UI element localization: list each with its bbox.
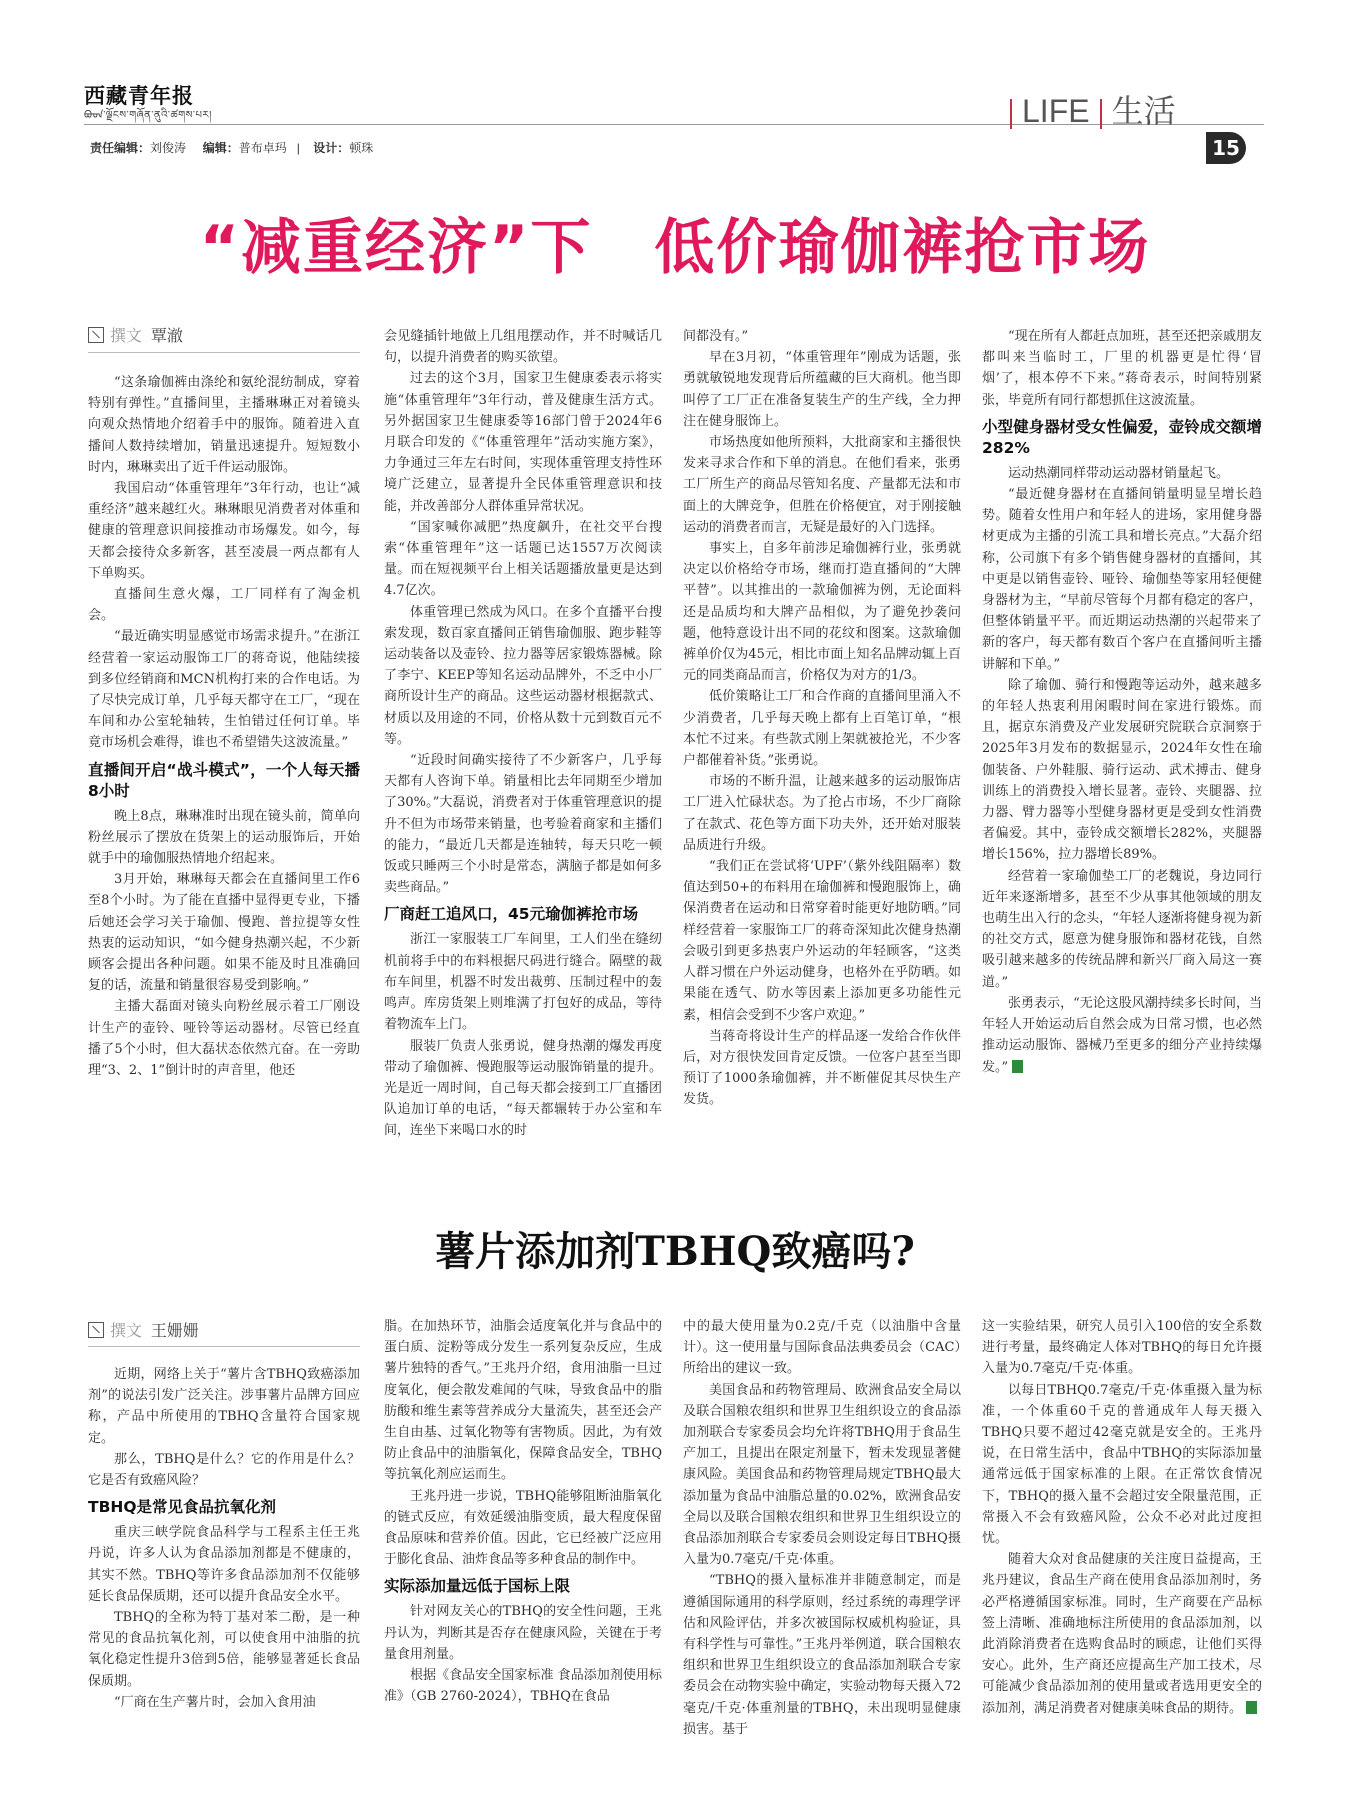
end-mark-icon (1012, 1060, 1023, 1073)
paragraph: 近期，网络上关于“薯片含TBHQ致癌添加剂”的说法引发广泛关注。涉事薯片品牌方回应称，产品中所使用的TBHQ含量符合国家规定。 (88, 1367, 360, 1446)
paragraph: 根据《食品安全国家标准 食品添加剂使用标准》（GB 2760-2024），TBHQ在食品 (384, 1668, 662, 1705)
paragraph: 脂。在加热环节，油脂会适度氧化并与食品中的蛋白质、淀粉等成分发生一系列复杂反应，生成薯片独特的香气。”王兆丹介绍，食用油脂一旦过度氧化，便会散发难闻的气味，导致食品中的脂肪酸和维生素等营养成分大量流失，甚至还会产生自由基、过氧化物等有害物质。因此，为有效防止食品中的油脂氧化，保障食品安全，TBHQ等抗氧化剂应运而生。 (384, 1319, 662, 1483)
subheading: 厂商赶工追风口，45元瑜伽裤抢市场 (384, 905, 639, 924)
paragraph: 间都没有。” (683, 329, 749, 344)
paragraph: “厂商在生产薯片时，会加入食用油 (114, 1694, 316, 1710)
article2-byline: 撰文 王姗姗 (88, 1318, 199, 1341)
article2-headline: 薯片添加剂TBHQ致癌吗? (435, 1228, 915, 1275)
paragraph: 美国食品和药物管理局、欧洲食品安全局以及联合国粮农组织和世界卫生组织设立的食品添加剂联合专家委员会均允许将TBHQ用于食品生产加工，且提出在限定剂量下，暂未发现显著健康风险。美国食品和药物管理局规定TBHQ最大添加量为食品中油脂总量的0.02%，欧洲食品安全局以及联合国粮农组织和世界卫生组织设立的食品添加剂联合专家委员会则设定每日TBHQ摄入量为0.7毫克/千克·体重。 (683, 1382, 961, 1568)
article1-byline: 撰文 覃澈 (88, 323, 183, 346)
paragraph: 晚上8点，琳琳准时出现在镜头前，简单向粉丝展示了摆放在货架上的运动服饰后，开始就手中的瑜伽服热情地介绍起来。 (88, 808, 360, 867)
article2-byline-rule (88, 1346, 360, 1347)
pen-icon (88, 327, 104, 343)
paragraph: 3月开始，琳琳每天都会在直播间里工作6至8个小时。为了能在直播中显得更专业，下播后她还会学习关于瑜伽、慢跑、普拉提等女性热衷的运动知识，“如今健身热潮兴起，不少新顾客会提出各种问题。如果不能及时且准确回复的话，流量和销量很容易受到影响。” (88, 872, 360, 994)
end-mark-icon (1246, 1701, 1257, 1714)
masthead-subtitle: ᠪᠣᠳ་ལྗོངས་གཞོན་ནུའི་ཚགས་པར། (84, 110, 212, 121)
paragraph: TBHQ的全称为特丁基对苯二酚，是一种常见的食品抗氧化剂，可以使食用中油脂的抗氧化稳定性提升3倍到5倍，能够显著延长食品保质期。 (88, 1610, 360, 1689)
paragraph: 浙江一家服装工厂车间里，工人们坐在缝纫机前将手中的布料根据尺码进行缝合。隔壁的裁布车间里，机器不时发出裁剪、压制过程中的轰鸣声。库房货架上则堆满了打包好的成品，等待着物流车上门。 (384, 932, 662, 1033)
paragraph: “现在所有人都赶点加班，甚至还把亲戚朋友都叫来当临时工，厂里的机器更是忙得‘冒烟’了，根本停不下来。”蒋奇表示，时间特别紧张，毕竟所有同行都想抓住这波流量。 (982, 329, 1262, 408)
section-label: LIFE 生活 (1000, 86, 1176, 132)
paragraph: 经营着一家瑜伽垫工厂的老魏说，身边同行近年来逐渐增多，甚至不少从事其他领域的朋友也萌生出入行的念头，“年轻人逐渐将健身视为新的社交方式，愿意为健身服饰和器材花钱，自然吸引越来越多的传统品牌和新兴厂商入局这一赛道。” (982, 868, 1262, 990)
paragraph: 运动热潮同样带动运动器材销量起飞。 (1008, 465, 1230, 481)
pen-icon (88, 1322, 104, 1338)
paragraph: 服装厂负责人张勇说，健身热潮的爆发再度带动了瑜伽裤、慢跑服等运动服饰销量的提升。光是近一周时间，自己每天都会接到工厂直播团队追加订单的电话，“每天都辗转于办公室和车间，连坐下来喝口水的时 (384, 1038, 662, 1139)
subheading: 小型健身器材受女性偏爱，壶铃成交额增282% (982, 417, 1262, 457)
paragraph: 事实上，自多年前涉足瑜伽裤行业，张勇就决定以价格给夺市场，继而打造直播间的“大牌平替”。以其推出的一款瑜伽裤为例，无论面料还是品质均和大牌产品相似，为了避免抄袭问题，他特意设计出不同的花纹和图案。这款瑜伽裤单价仅为45元，相比市面上知名品牌动辄上百元的同类商品而言，价格仅为对方的1/3。 (683, 541, 961, 684)
paragraph: “最近确实明显感觉市场需求提升。”在浙江经营着一家运动服饰工厂的蒋奇说，他陆续接到多位经销商和MCN机构打来的合作电话。为了尽快完成订单，几乎每天都守在工厂，“现在车间和办公室轮轴转，生怕错过任何订单。毕竟市场机会难得，谁也不希望错失这波流量。” (88, 629, 360, 751)
paragraph: 低价策略让工厂和合作商的直播间里涌入不少消费者，几乎每天晚上都有上百笔订单，“根本忙不过来。有些款式刚上架就被抢光，不少客户都催着补货。”张勇说。 (683, 689, 961, 769)
paragraph: 随着大众对食品健康的关注度日益提高，王兆丹建议，食品生产商在使用食品添加剂时，务必严格遵循国家标准。同时，生产商要在产品标签上清晰、准确地标注所使用的食品添加剂，以此消除消费者在选购食品时的顾虑，让他们买得安心。此外，生产商还应提高生产加工技术，尽可能减少食品添加剂的使用量或者选用更安全的添加剂，满足消费者对健康美味食品的期待。 (982, 1552, 1262, 1716)
masthead-title: 西藏青年报 (84, 83, 194, 108)
article1-byline-rule (88, 352, 360, 353)
paragraph: 体重管理已然成为风口。在多个直播平台搜索发现，数百家直播间正销售瑜伽服、跑步鞋等运动装备以及壶铃、拉力器等居家锻炼器械。除了李宁、KEEP等知名运动品牌外，不乏中小厂商所设计生产的商品。这些运动器材根据款式、材质以及用途的不同，价格从数十元到数百元不等。 (384, 604, 662, 747)
paragraph: 除了瑜伽、骑行和慢跑等运动外，越来越多的年轻人热衷利用闲暇时间在家进行锻炼。而且，据京东消费及产业发展研究院联合京洞察于2025年3月发布的数据显示，2024年女性在瑜伽装备、户外鞋服、骑行运动、武术搏击、健身训练上的消费投入增长显著。壶铃、夹腿器、拉力器、臂力器等小型健身器材更是受到女性消费者偏爱。其中，壶铃成交额增长282%，夹腿器增长156%，拉力器增长89%。 (982, 677, 1262, 863)
paragraph: “这条瑜伽裤由涤纶和氨纶混纺制成，穿着特别有弹性。”直播间里，主播琳琳正对着镜头向观众热情地介绍着手中的服饰。随着进入直播间人数持续增加，销量迅速提升。短短数小时内，琳琳卖出了近千件运动服饰。 (88, 375, 360, 475)
article1-column-3 (683, 326, 961, 1111)
paragraph: 中的最大使用量为0.2克/千克（以油脂中含量计）。这一使用量与国际食品法典委员会（CAC）所给出的建议一致。 (683, 1319, 961, 1377)
paragraph: 张勇表示，“无论这股风潮持续多长时间，当年轻人开始运动后自然会成为日常习惯，也必然推动运动服饰、器械乃至更多的细分产业持续爆发。” (982, 995, 1262, 1075)
paragraph: 当蒋奇将设计生产的样品逐一发给合作伙伴后，对方很快发回肯定反馈。一位客户甚至当即预订了1000条瑜伽裤，并不断催促其尽快生产发货。 (683, 1028, 961, 1108)
article1-headline: “减重经济”下 低价瑜伽裤抢市场 (199, 213, 1151, 283)
paragraph: “最近健身器材在直播间销量明显呈增长趋势。随着女性用户和年轻人的进场，家用健身器材更成为主播的引流工具和增长亮点。”大磊介绍称，公司旗下有多个销售健身器材的直播间，其中更是以销售壶铃、哑铃、瑜伽垫等家用轻便健身器材为主，“早前尽管每个月都有稳定的客户，但整体销量平平。而近期运动热潮的兴起带来了新的客户，每天都有数百个客户在直播间听主播讲解和下单。” (982, 487, 1262, 672)
paragraph: “国家喊你减肥”热度飙升，在社交平台搜索“体重管理年”这一话题已达1557万次阅读量。而在短视频平台上相关话题播放量更是达到4.7亿次。 (384, 519, 662, 599)
article2-column-4 (982, 1316, 1262, 1719)
paragraph: 直播间生意火爆，工厂同样有了淘金机会。 (88, 587, 360, 624)
subheading: 实际添加量远低于国标上限 (384, 1577, 571, 1596)
article2-column-1 (88, 1364, 360, 1713)
article1-column-4 (982, 326, 1262, 1078)
paragraph: 重庆三峡学院食品科学与工程系主任王兆丹说，许多人认为食品添加剂都是不健康的，其实不然。TBHQ等许多食品添加剂不仅能够延长食品保质期，还可以提升食品安全水平。 (88, 1525, 360, 1604)
section-bar-left (1010, 99, 1012, 129)
paragraph: 会见缝插针地做上几组甩摆动作，并不时喊话几句，以提升消费者的购买欲望。 (384, 329, 662, 366)
article1-column-2 (384, 326, 662, 1142)
paragraph: 市场热度如他所预料，大批商家和主播很快发来寻求合作和下单的消息。在他们看来，张勇工厂所生产的商品尽管知名度、产量都无法和市面上的大牌竞争，但胜在价格便宜，对于刚接触运动的消费者而言，无疑是最好的入门选择。 (683, 435, 961, 535)
paragraph: “我们正在尝试将‘UPF’（紫外线阻隔率）数值达到50+的布料用在瑜伽裤和慢跑服饰上，确保消费者在运动和日常穿着时能更好地防晒。”同样经营着一家服饰工厂的蒋奇深知此次健身热潮会吸引到更多热衷户外运动的年轻顾客，“这类人群习惯在户外运动健身，也格外在乎防晒。如果能在透气、防水等因素上添加更多功能性元素，相信会受到不少客户欢迎。” (683, 859, 961, 1023)
paragraph: 以每日TBHQ0.7毫克/千克·体重摄入量为标准，一个体重60千克的普通成年人每天摄入TBHQ只要不超过42毫克就是安全的。王兆丹说，在日常生活中，食品中TBHQ的实际添加量通常远低于国家标准的上限。在正常饮食情况下，TBHQ的摄入量不会超过安全限量范围，正常摄入不会有致癌风险，公众不必对此过度担忧。 (982, 1382, 1262, 1547)
paragraph: 那么，TBHQ是什么？它的作用是什么？它是否有致癌风险？ (88, 1451, 360, 1489)
paragraph: 王兆丹进一步说，TBHQ能够阻断油脂氧化的链式反应，有效延缓油脂变质，最大程度保留食品原味和营养价值。因此，它已经被广泛应用于膨化食品、油炸食品等多种食品的制作中。 (384, 1488, 662, 1568)
paragraph: 这一实验结果，研究人员引入100倍的安全系数进行考量，最终确定人体对TBHQ的每日允许摄入量为0.7毫克/千克·体重。 (982, 1319, 1262, 1377)
section-bar-right (1100, 99, 1102, 129)
credits-line: 责任编辑：刘俊涛 编辑：普布卓玛 | 设计：顿珠 (90, 141, 374, 155)
paragraph: “TBHQ的摄入量标准并非随意制定，而是遵循国际通用的科学原则，经过系统的毒理学评估和风险评估，并多次被国际权威机构验证，具有科学性与可靠性。”王兆丹举例道，联合国粮农组织和世界卫生组织设立的食品添加剂联合专家委员会在动物实验中确定，实验动物每天摄入72毫克/千克·体重剂量的TBHQ，未出现明显健康损害。基于 (683, 1573, 961, 1737)
article1-column-1 (88, 372, 360, 1081)
subheading: TBHQ是常见食品抗氧化剂 (88, 1498, 277, 1517)
paragraph: “近段时间确实接待了不少新客户，几乎每天都有人咨询下单。销量相比去年同期至少增加了30%。”大磊说，消费者对于体重管理意识的提升不但为市场带来销量，也考验着商家和主播们的能力，“最近几天都是连轴转，每天只吃一顿饭或只睡两三个小时是常态，满脑子都是如何多卖些商品。” (384, 753, 662, 896)
paragraph: 市场的不断升温，让越来越多的运动服饰店工厂进入忙碌状态。为了抢占市场，不少厂商除了在款式、花色等方面下功夫外，还开始对服装品质进行升级。 (683, 774, 961, 853)
paragraph: 主播大磊面对镜头向粉丝展示着工厂刚设计生产的壶铃、哑铃等运动器材。尽管已经直播了5个小时，但大磊状态依然亢奋。在一旁助理“3、2、1”倒计时的声音里，他还 (88, 999, 360, 1079)
paragraph: 我国启动“体重管理年”3年行动，也让“减重经济”越来越红火。琳琳眼见消费者对体重和健康的管理意识间接推动市场爆发。如今，每天都会接待众多新客，甚至凌晨一两点都有人下单购买。 (88, 481, 360, 581)
article2-column-2 (384, 1316, 662, 1707)
paragraph: 针对网友关心的TBHQ的安全性问题，王兆丹认为，判断其是否存在健康风险，关键在于考量食用剂量。 (384, 1604, 662, 1662)
paragraph: 早在3月初，“体重管理年”刚成为话题，张勇就敏锐地发现背后所蕴藏的巨大商机。他当即叫停了工厂正在准备复装生产的生产线，全力押注在健身服饰上。 (683, 350, 961, 429)
paragraph: 过去的这个3月，国家卫生健康委表示将实施“体重管理年”3年行动，普及健康生活方式。另外据国家卫生健康委等16部门曾于2024年6月联合印发的《“体重管理年”活动实施方案》，力争通过三年左右时间，实现体重管理支持性环境广泛建立，显著提升全民体重管理意识和技能，并改善部分人群体重异常状况。 (384, 371, 662, 514)
article2-column-3 (683, 1316, 961, 1740)
page-number-badge: 15 (1206, 132, 1246, 164)
subheading: 直播间开启“战斗模式”，一个人每天播8小时 (88, 760, 360, 800)
